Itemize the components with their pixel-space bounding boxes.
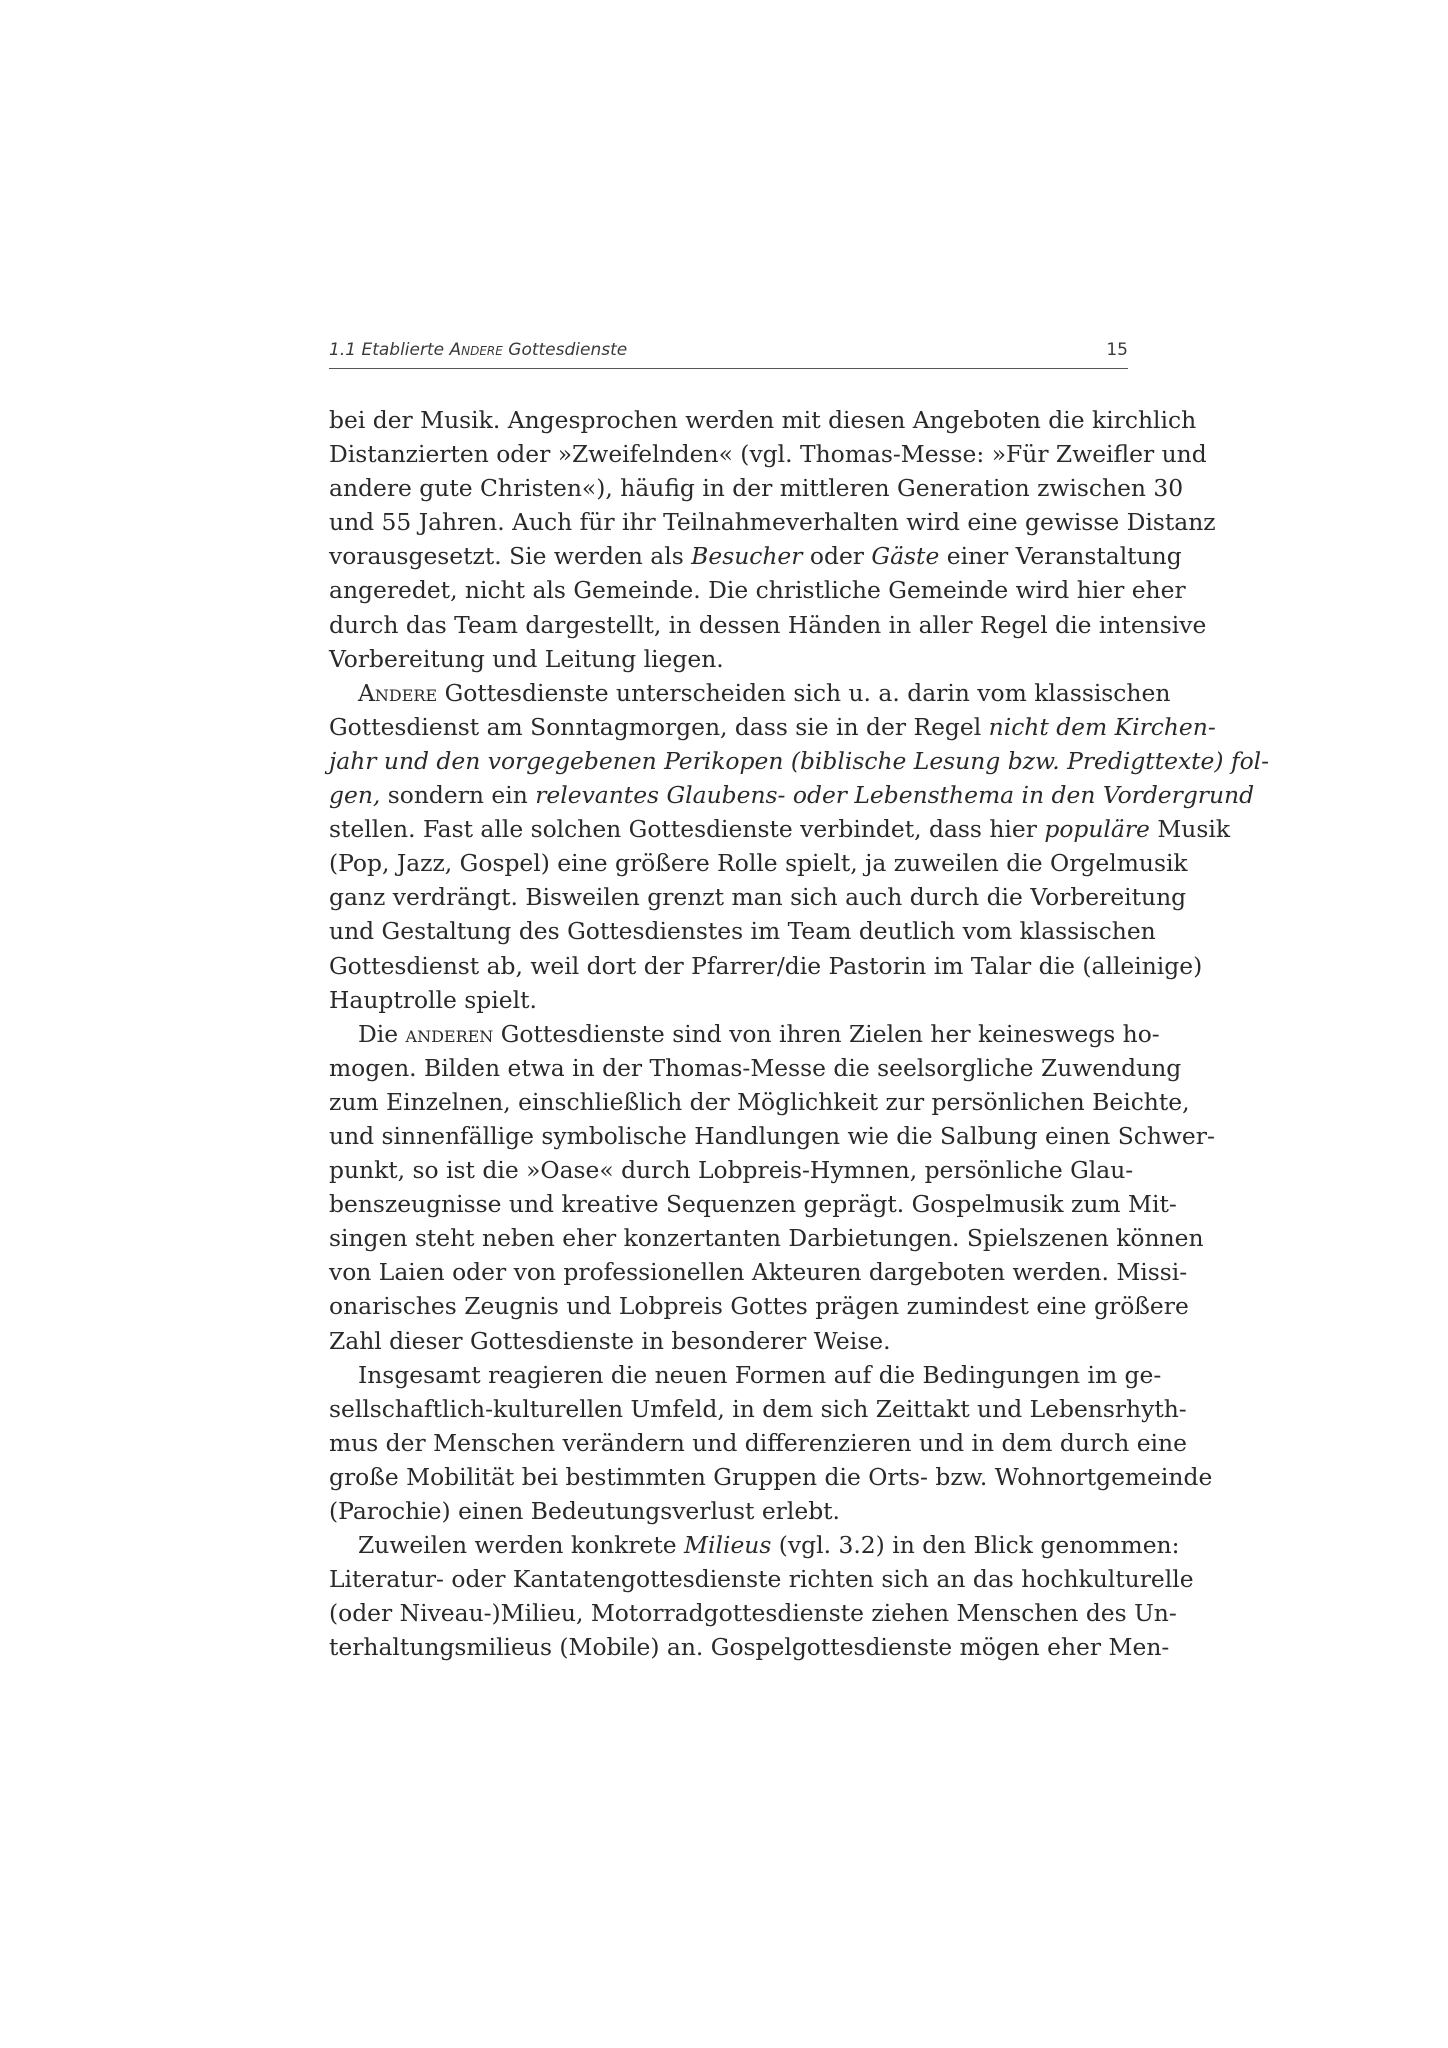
text-line: bei der Musik. Angesprochen werden mit diesen Angeboten die kirchlich (329, 406, 1197, 434)
title-part2: Gottesdienste (508, 340, 628, 360)
text-run: einer Veranstaltung (939, 542, 1182, 571)
text-line (329, 1528, 1180, 1562)
text-run: oder (802, 542, 872, 571)
text-line (329, 778, 1255, 812)
text-line: singen steht neben eher konzertanten Darbietungen. Spielszenen können (329, 1224, 1204, 1253)
text-run: Zuweilen werden konkrete (358, 1531, 685, 1560)
emphasis: nicht dem Kirchen- (988, 712, 1216, 741)
text-line: und 55 Jahren. Auch für ihr Teilnahmeverhalten wird eine gewisse Distanz (329, 508, 1216, 537)
text-line: sellschaftlich-kulturellen Umfeld, in dem sich Zeittakt und Lebensrhyth- (329, 1394, 1187, 1423)
text-line (329, 744, 1270, 778)
text-line: durch das Team dargestellt, in dessen Händen in aller Regel die intensive (329, 610, 1207, 639)
text-line: onarisches Zeugnis und Lobpreis Gottes prägen zumindest eine größere (329, 1292, 1189, 1321)
running-head-title (329, 340, 627, 360)
text-run: Gottesdienst am Sonntagmorgen, dass sie in der Regel (329, 712, 989, 741)
book-page (329, 0, 1270, 2048)
text-run: (vgl. 3.2) in den Blick genommen: (771, 1531, 1180, 1560)
paragraph-2 (329, 676, 1270, 1017)
text-line: (Pop, Jazz, Gospel) eine größere Rolle spielt, ja zuweilen die Orgelmusik (329, 849, 1188, 878)
text-run: stellen. Fast alle solchen Gottesdienste verbindet, dass hier (329, 815, 1045, 844)
text-run: Die (358, 1019, 406, 1048)
text-line: terhaltungsmilieus (Mobile) an. Gospelgottesdienste mögen eher Men- (329, 1633, 1170, 1662)
text-line: Literatur- oder Kantatengottesdienste richten sich an das hochkulturelle (329, 1565, 1194, 1594)
emphasis: relevantes Glaubens- oder Lebensthema in den Vordergrund (535, 781, 1255, 810)
emphasis: Milieus (684, 1531, 772, 1560)
text-line (329, 812, 1230, 846)
emphasis: Besucher (691, 542, 803, 571)
paragraph-3 (329, 1017, 1215, 1358)
text-line: Gottesdienst ab, weil dort der Pfarrer/die Pastorin im Talar die (alleinige) (329, 951, 1203, 980)
text-run: Gottesdienste unterscheiden sich u. a. darin vom klassischen (437, 678, 1171, 707)
text-line: Distanzierten oder »Zweifelnden« (vgl. Thomas-Messe: »Für Zweifler und (329, 440, 1207, 469)
text-line: mogen. Bilden etwa in der Thomas-Messe die seelsorgliche Zuwendung (329, 1053, 1182, 1082)
page-number: 15 (1106, 340, 1128, 360)
paragraph-5 (329, 1528, 1194, 1664)
text-line: Insgesamt reagieren die neuen Formen auf die Bedingungen im ge- (358, 1360, 1162, 1389)
smallcaps-term: anderen (405, 1019, 494, 1048)
emphasis: jahr und den vorgegebenen Perikopen (biblische Lesung bzw. Predigttexte) fol- (329, 746, 1270, 775)
text-line: Hauptrolle spielt. (329, 985, 537, 1014)
emphasis: populäre (1044, 815, 1150, 844)
text-line: und Gestaltung des Gottesdienstes im Team deutlich vom klassischen (329, 917, 1156, 946)
title-smallcaps: Andere (449, 340, 503, 360)
body-text (329, 403, 1270, 1664)
text-run: Musik (1149, 815, 1230, 844)
text-line: und sinnenfällige symbolische Handlungen wie die Salbung einen Schwer- (329, 1121, 1215, 1150)
text-line: Zahl dieser Gottesdienste in besonderer Weise. (329, 1326, 891, 1355)
text-line (329, 539, 1182, 573)
smallcaps-term: Andere (358, 678, 438, 707)
text-line (329, 676, 1171, 710)
text-run: vorausgesetzt. Sie werden als (329, 542, 692, 571)
text-line: mus der Menschen verändern und differenzieren und in dem durch eine (329, 1428, 1187, 1457)
text-line: angeredet, nicht als Gemeinde. Die christliche Gemeinde wird hier eher (329, 576, 1186, 605)
emphasis: Gäste (871, 542, 940, 571)
text-line: von Laien oder von professionellen Akteuren dargeboten werden. Missi- (329, 1258, 1188, 1287)
text-line: punkt, so ist die »Oase« durch Lobpreis-Hymnen, persönliche Glau- (329, 1156, 1134, 1185)
text-line: andere gute Christen«), häufig in der mittleren Generation zwischen 30 (329, 474, 1184, 503)
text-line: Vorbereitung und Leitung liegen. (329, 644, 724, 673)
text-line (329, 1017, 1160, 1051)
text-run: sondern ein (380, 781, 536, 810)
text-line: (oder Niveau-)Milieu, Motorradgottesdienste ziehen Menschen des Un- (329, 1599, 1177, 1628)
paragraph-1 (329, 403, 1216, 676)
text-run: Gottesdienste sind von ihren Zielen her keineswegs ho- (493, 1019, 1160, 1048)
text-line: ganz verdrängt. Bisweilen grenzt man sich auch durch die Vorbereitung (329, 883, 1187, 912)
text-line: zum Einzelnen, einschließlich der Möglichkeit zur persönlichen Beichte, (329, 1087, 1190, 1116)
emphasis: gen, (329, 781, 381, 810)
title-part1: Etablierte (361, 340, 445, 360)
text-line (329, 710, 1216, 744)
paragraph-4 (329, 1358, 1213, 1528)
text-line: (Parochie) einen Bedeutungsverlust erlebt. (329, 1497, 840, 1525)
running-head (329, 338, 1128, 369)
text-line: große Mobilität bei bestimmten Gruppen die Orts- bzw. Wohnortgemeinde (329, 1462, 1213, 1491)
section-number: 1.1 (329, 340, 357, 360)
text-line: benszeugnisse und kreative Sequenzen geprägt. Gospelmusik zum Mit- (329, 1190, 1177, 1219)
